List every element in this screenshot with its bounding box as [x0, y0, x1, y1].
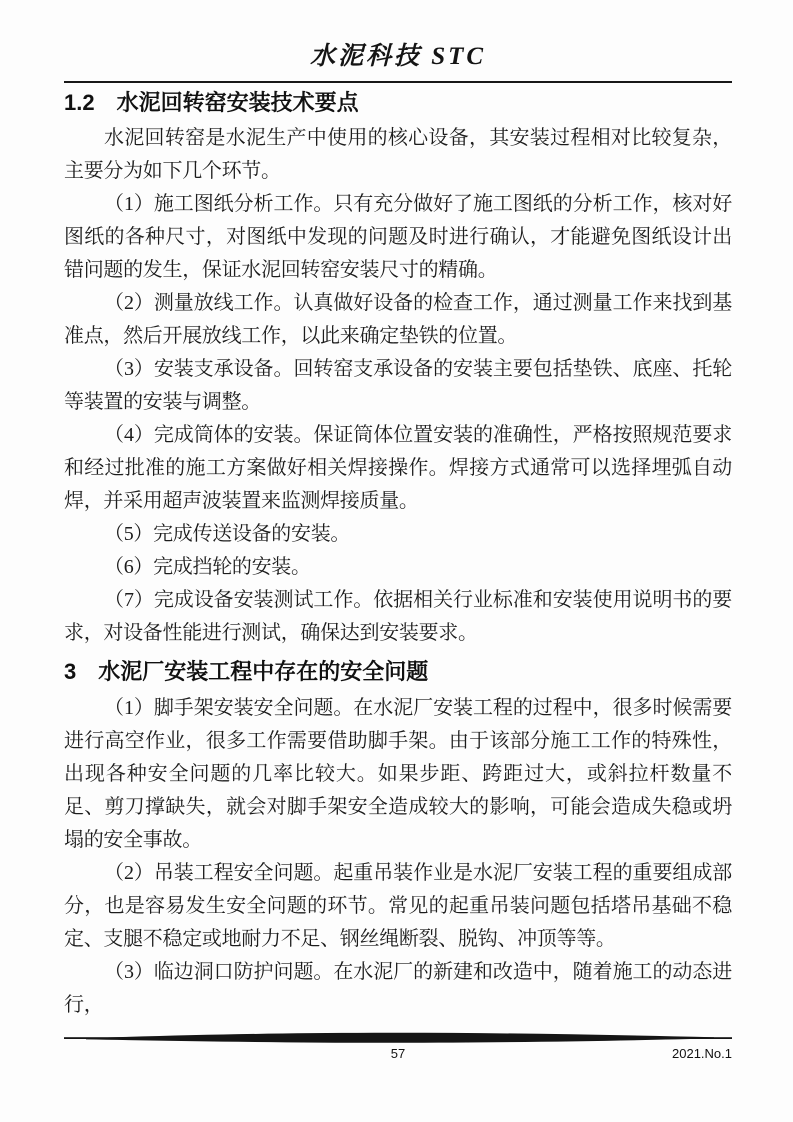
body-paragraph: （4）完成筒体的安装。保证筒体位置安装的准确性，严格按照规范要求和经过批准的施工方案做好相关焊接操作。焊接方式通常可以选择埋弧自动焊，并采用超声波装置来监测焊接质量。	[64, 424, 732, 512]
body-paragraph: （5）完成传送设备的安装。	[104, 523, 351, 545]
page-footer	[64, 1032, 732, 1064]
journal-title: 水泥科技 STC	[309, 43, 487, 70]
section-heading-3: 3 水泥厂安装工程中存在的安全问题	[64, 659, 429, 684]
body-paragraph: （7）完成设备安装测试工作。依据相关行业标准和安装使用说明书的要求，对设备性能进行测试，确保达到安装要求。	[64, 589, 732, 644]
footer-rule	[64, 1032, 732, 1044]
body-paragraph: （3）安装支承设备。回转窑支承设备的安装主要包括垫铁、底座、托轮等装置的安装与调整。	[64, 358, 732, 413]
body-paragraph: （1）脚手架安装安全问题。在水泥厂安装工程的过程中，很多时候需要进行高空作业，很多工作需要借助脚手架。由于该部分施工工作的特殊性，出现各种安全问题的几率比较大。如果步距、跨距过大，或斜拉杆数量不足、剪刀撑缺失，就会对脚手架安全造成较大的影响，可能会造成失稳或坍塌的安全事故。	[64, 697, 732, 851]
body-paragraph: （6）完成挡轮的安装。	[104, 556, 311, 578]
body-paragraph: （2）测量放线工作。认真做好设备的检查工作，通过测量工作来找到基准点，然后开展放线工作，以此来确定垫铁的位置。	[64, 292, 732, 347]
page-number: 57	[390, 1046, 406, 1061]
section-heading-1-2: 1.2 水泥回转窑安装技术要点	[64, 90, 359, 115]
body-paragraph: （2）吊装工程安全问题。起重吊装作业是水泥厂安装工程的重要组成部分，也是容易发生安全问题的环节。常见的起重吊装问题包括塔吊基础不稳定、支腿不稳定或地耐力不足、钢丝绳断裂、脱钩、冲顶等等。	[64, 862, 732, 950]
issue-label: 2021.No.1	[672, 1046, 732, 1061]
header-rule	[64, 81, 732, 83]
footer-row	[64, 1046, 732, 1064]
body-paragraph: （1）施工图纸分析工作。只有充分做好了施工图纸的分析工作，核对好图纸的各种尺寸，对图纸中发现的问题及时进行确认，才能避免图纸设计出错问题的发生，保证水泥回转窑安装尺寸的精确。	[64, 193, 732, 281]
body-paragraph: （3）临边洞口防护问题。在水泥厂的新建和改造中，随着施工的动态进行，	[64, 961, 732, 1016]
page-content	[64, 42, 732, 1022]
body-paragraph: 水泥回转窑是水泥生产中使用的核心设备，其安装过程相对比较复杂，主要分为如下几个环节。	[64, 127, 732, 182]
